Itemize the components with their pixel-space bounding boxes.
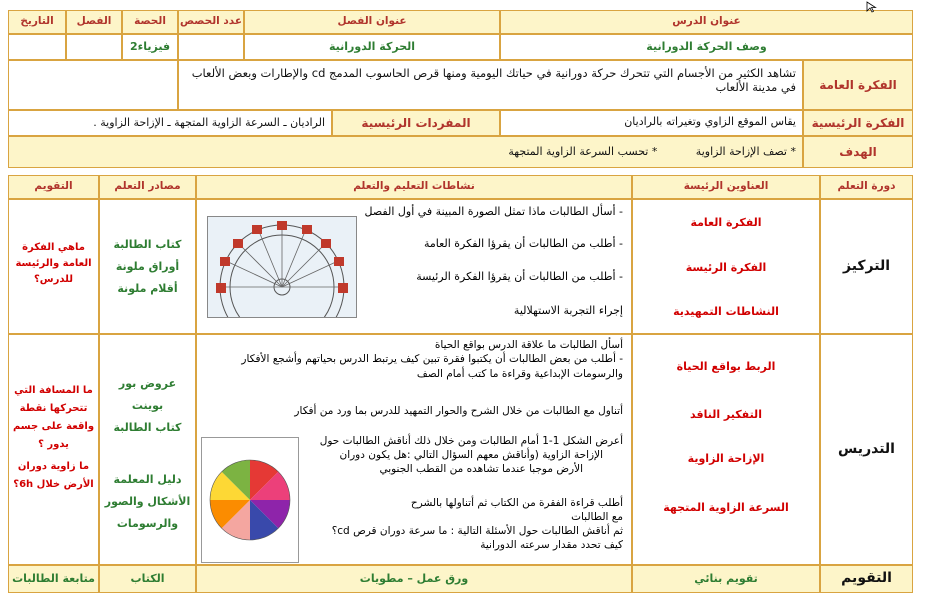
teach-activity-c1: أعرض الشكل 1-1 أمام الطالبات ومن خلال ذلك أناقش الطالبات حول xyxy=(319,435,623,447)
teach-resource-5: الأشكال والصور xyxy=(104,495,191,508)
teach-activity-a1: أسأل الطالبات ما علاقة الدرس بواقع الحياة xyxy=(434,339,623,351)
teach-heading-4: السرعة الزاوية المتجهة xyxy=(663,501,789,514)
ferris-wheel-image xyxy=(207,216,357,318)
goals-label: الهدف xyxy=(803,136,913,168)
evaluation-assessment xyxy=(8,565,99,593)
evaluation-stage: التقويم xyxy=(820,565,913,593)
teach-activity-a2: - أطلب من بعض الطالبات أن يكتبوا فقرة تبين كيف يرتبط الدرس بحياتهم وأشجع الأفكار والرسومات الإبداعية وقراءة ما كتب أمام الصف xyxy=(241,353,623,380)
teach-assessment-1: ما المسافة التي xyxy=(14,385,93,396)
focus-activity-2: - أطلب من الطالبات أن يقرؤا الفكرة العامة xyxy=(423,237,623,250)
focus-heading-2: الفكرة الرئيسة xyxy=(685,261,767,274)
teach-activity-d4: كيف تحدد مقدار سرعته الدورانية xyxy=(480,539,623,551)
header-period-label: الفصل xyxy=(66,10,122,34)
teach-stage: التدريس xyxy=(820,334,913,565)
chapter-value: الحركة الدورانية xyxy=(244,34,500,60)
col-headings-header: العناوين الرئيسة xyxy=(632,175,820,199)
teach-assessment-5: ما زاوية دوران xyxy=(17,461,90,472)
main-idea-text: يقاس الموقع الزاوي وتغيراته بالراديان xyxy=(500,110,803,136)
teach-resources xyxy=(99,334,196,565)
teach-assessment-2: تتحركها نقطة xyxy=(19,403,88,414)
teach-resource-4: دليل المعلمة xyxy=(113,473,182,486)
col-assessment-header: التقويم xyxy=(8,175,99,199)
evaluation-resources-text: الكتاب xyxy=(130,572,165,586)
focus-resource-2: أوراق ملونة xyxy=(115,260,180,273)
teach-resource-2: بوينت xyxy=(131,399,164,412)
focus-assessment xyxy=(8,199,99,334)
teach-activity-d1: أطلب قراءة الفقرة من الكتاب ثم أتناولها بالشرح xyxy=(410,497,623,509)
evaluation-resources xyxy=(99,565,196,593)
teach-assessment-6: الأرض خلال 6h؟ xyxy=(13,479,94,490)
teach-heading-2: التفكير الناقد xyxy=(690,408,762,421)
teach-activity-d2: مع الطالبات xyxy=(571,511,623,523)
col-activities-header: نشاطات التعليم والتعلم xyxy=(196,175,632,199)
vocab-label: المفردات الرئيسية xyxy=(332,110,500,136)
focus-heading-3: النشاطات التمهيدية xyxy=(673,305,779,318)
teach-activity-c3: الأرض موجبا عندما تشاهده من القطب الجنوبي xyxy=(379,463,583,475)
header-lesson-label: عنوان الدرس xyxy=(500,10,913,34)
focus-stage: التركيز xyxy=(820,199,913,334)
evaluation-heading xyxy=(632,565,820,593)
class-value: فيزياء2 xyxy=(122,34,178,60)
teach-headings xyxy=(632,334,820,565)
goals-text: * تصف الإزاحة الزاوية * تحسب السرعة الزاوية المتجهة xyxy=(8,136,803,168)
teach-resource-1: عروض بور xyxy=(118,377,177,390)
angle-wheel-diagram xyxy=(201,437,299,563)
focus-activity-4: إجراء التجربة الاستهلالية xyxy=(513,304,623,317)
vocab-text: الراديان ـ السرعة الزاوية المتجهة ـ الإزاحة الزاوية . xyxy=(8,110,332,136)
teach-resource-6: والرسومات xyxy=(116,517,179,530)
focus-assessment-text: ماهي الفكرة العامة والرئيسة للدرس؟ xyxy=(15,242,92,285)
teach-activities xyxy=(196,334,632,565)
teach-activity-b: أتناول مع الطالبات من خلال الشرح والحوار التمهيد للدرس بما ورد من أفكار xyxy=(294,405,623,417)
teach-activity-c2: الإزاحة الزاوية (وأناقش معهم السؤال التالي :هل يكون دوران xyxy=(339,449,603,461)
teach-heading-3: الإزاحة الزاوية xyxy=(687,452,765,465)
header-chapter-label: عنوان الفصل xyxy=(244,10,500,34)
teach-activity-d3: ثم أناقش الطالبات حول الأسئلة التالية : ما سرعة دوران قرص cd؟ xyxy=(331,525,623,537)
teach-assessment xyxy=(8,334,99,565)
col-resources-header: مصادر التعلم xyxy=(99,175,196,199)
focus-activities xyxy=(196,199,632,334)
focus-activity-3: - أطلب من الطالبات أن يقرؤا الفكرة الرئيسة xyxy=(416,270,623,283)
teach-resource-3: كتاب الطالبة xyxy=(113,421,182,434)
evaluation-assessment-text: متابعة الطالبات xyxy=(12,572,95,586)
mouse-cursor-icon xyxy=(866,0,878,10)
evaluation-heading-text: تقويم بنائي xyxy=(694,572,758,586)
evaluation-activities xyxy=(196,565,632,593)
teach-heading-1: الربط بواقع الحياة xyxy=(676,360,776,373)
teach-assessment-3: واقعة على جسم xyxy=(12,421,95,432)
focus-resources xyxy=(99,199,196,334)
evaluation-activities-text: ورق عمل – مطويات xyxy=(359,572,469,586)
header-class-label: الحصة xyxy=(122,10,178,34)
blank-left-block xyxy=(8,60,178,110)
sessions-value xyxy=(178,34,244,60)
focus-heading-1: الفكرة العامة xyxy=(690,216,762,229)
lesson-value: وصف الحركة الدورانية xyxy=(500,34,913,60)
focus-activity-1: - أسأل الطالبات ماذا تمثل الصورة المبينة في أول الفصل xyxy=(364,205,623,218)
focus-resource-1: كتاب الطالبة xyxy=(113,238,182,251)
period-value xyxy=(66,34,122,60)
header-sessions-label: عدد الحصص xyxy=(178,10,244,34)
focus-headings xyxy=(632,199,820,334)
teach-assessment-4: يدور ؟ xyxy=(38,439,69,450)
header-date-label: التاريخ xyxy=(8,10,66,34)
main-idea-label: الفكرة الرئيسية xyxy=(803,110,913,136)
col-cycle-header: دورة التعلم xyxy=(820,175,913,199)
focus-resource-3: أقلام ملونة xyxy=(117,282,178,295)
general-idea-label: الفكرة العامة xyxy=(803,60,913,110)
date-value xyxy=(8,34,66,60)
general-idea-text: تشاهد الكثير من الأجسام التي تتحرك حركة دورانية في حياتك اليومية ومنها قرص الحاسوب المدمج cd والإطارات وبعض الألعاب في مدينة الألعاب xyxy=(178,60,803,110)
